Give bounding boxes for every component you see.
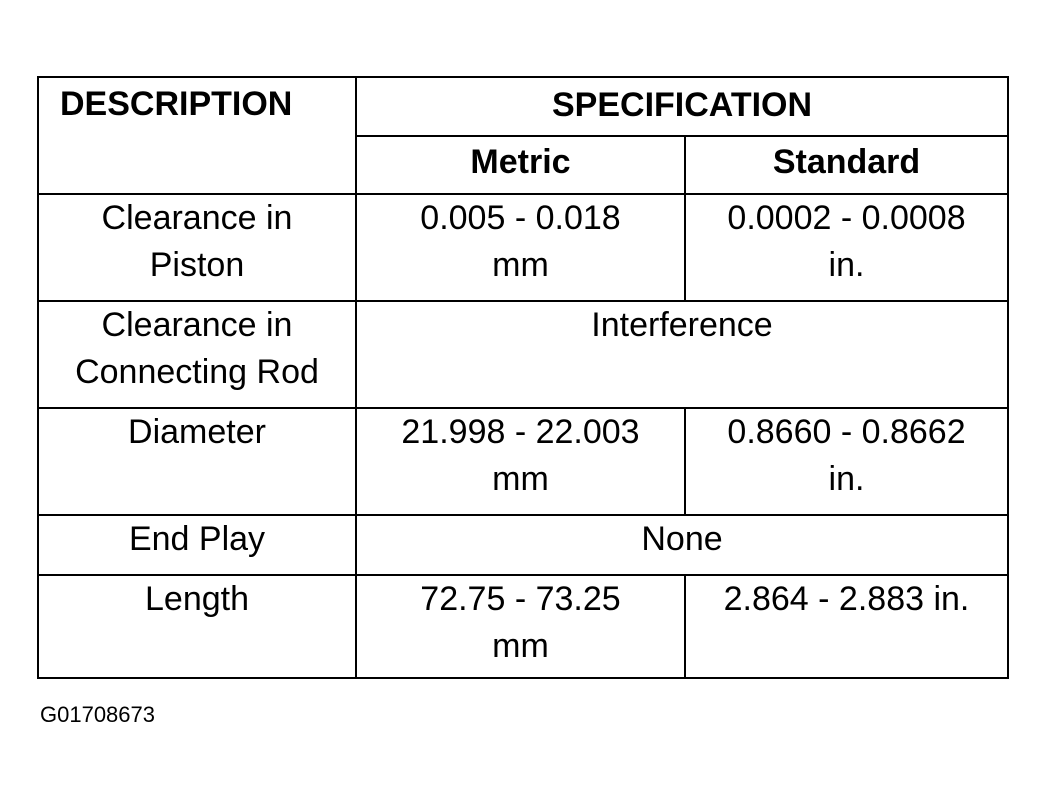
row-description: Diameter [38,408,356,515]
header-description: DESCRIPTION [38,77,356,194]
row-metric-value: 21.998 - 22.003 mm [356,408,685,515]
row-combined-value: Interference [356,301,1008,408]
row-metric-value: 0.005 - 0.018 mm [356,194,685,301]
row-description: Clearance in Connecting Rod [38,301,356,408]
specification-table [37,76,1009,679]
header-specification: SPECIFICATION [356,77,1008,136]
figure-id: G01708673 [40,702,155,727]
header-metric: Metric [356,136,685,194]
row-standard-value: 0.0002 - 0.0008 in. [685,194,1008,301]
table-row [38,575,1008,678]
header-standard: Standard [685,136,1008,194]
table-row [38,408,1008,515]
table-row [38,515,1008,575]
row-combined-value: None [356,515,1008,575]
row-description: Clearance in Piston [38,194,356,301]
row-standard-value: 2.864 - 2.883 in. [685,575,1008,678]
header-row [38,77,1008,136]
row-description: Length [38,575,356,678]
row-metric-value: 72.75 - 73.25 mm [356,575,685,678]
table-row [38,301,1008,408]
row-description: End Play [38,515,356,575]
row-standard-value: 0.8660 - 0.8662 in. [685,408,1008,515]
table-row [38,194,1008,301]
